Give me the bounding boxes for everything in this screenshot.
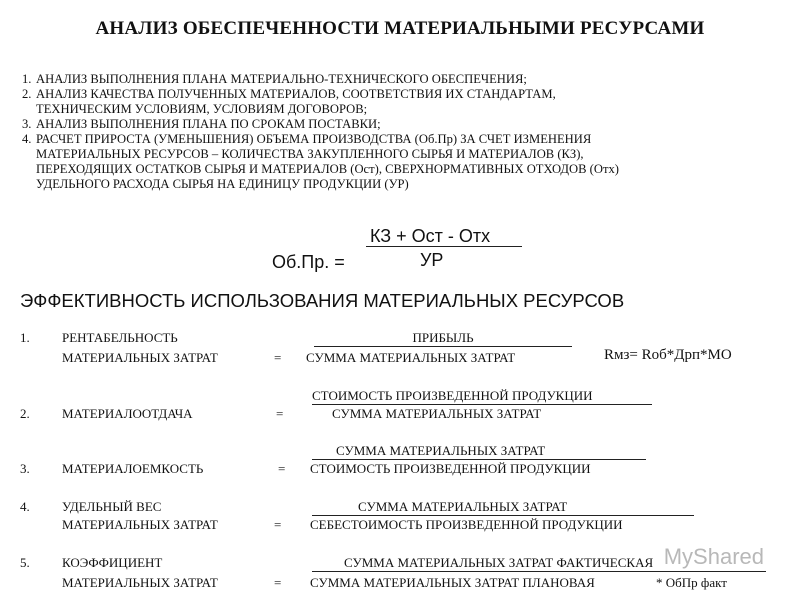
list-item-text: МАТЕРИАЛЬНЫХ РЕСУРСОВ – КОЛИЧЕСТВА ЗАКУПЛЕННОГО СЫРЬЯ И МАТЕРИАЛОВ (КЗ), <box>36 147 584 161</box>
section-title: ЭФФЕКТИВНОСТЬ ИСПОЛЬЗОВАНИЯ МАТЕРИАЛЬНЫХ РЕСУРСОВ <box>20 290 625 311</box>
indicator-name: МАТЕРИАЛОЕМКОСТЬ <box>62 461 204 476</box>
fraction-line <box>366 246 522 247</box>
indicator-denominator: СУММА МАТЕРИАЛЬНЫХ ЗАТРАТ <box>306 350 516 365</box>
indicator-name: МАТЕРИАЛЬНЫХ ЗАТРАТ <box>62 575 218 590</box>
list-item <box>22 87 619 117</box>
indicator-name: МАТЕРИАЛЬНЫХ ЗАТРАТ <box>62 517 218 532</box>
list-item-number: 2. <box>22 87 32 101</box>
list-item-text: УДЕЛЬНОГО РАСХОДА СЫРЬЯ НА ЕДИНИЦУ ПРОДУКЦИИ (УР) <box>36 177 409 191</box>
indicator-numerator: СУММА МАТЕРИАЛЬНЫХ ЗАТРАТ ФАКТИЧЕСКАЯ <box>312 555 766 572</box>
equals-sign: = <box>274 350 282 365</box>
indicator-name: МАТЕРИАЛЬНЫХ ЗАТРАТ <box>62 350 218 365</box>
equals-sign: = <box>276 406 284 421</box>
indicator-denominator: СУММА МАТЕРИАЛЬНЫХ ЗАТРАТ <box>332 406 542 421</box>
list-item <box>22 117 619 132</box>
indicator-denominator: СЕБЕСТОИМОСТЬ ПРОИЗВЕДЕННОЙ ПРОДУКЦИИ <box>310 517 623 532</box>
formula-numerator: КЗ + Ост - Отх <box>370 226 491 246</box>
indicator-number: 5. <box>20 555 30 570</box>
list-item <box>22 72 619 87</box>
indicator-denominator: СТОИМОСТЬ ПРОИЗВЕДЕННОЙ ПРОДУКЦИИ <box>310 461 591 476</box>
formula-denominator: УР <box>420 250 444 270</box>
list-item-text: ТЕХНИЧЕСКИМ УСЛОВИЯМ, УСЛОВИЯМ ДОГОВОРОВ; <box>36 102 368 116</box>
indicator-numerator: СТОИМОСТЬ ПРОИЗВЕДЕННОЙ ПРОДУКЦИИ <box>312 388 652 405</box>
list-item-number: 1. <box>22 72 32 86</box>
indicator-denominator: СУММА МАТЕРИАЛЬНЫХ ЗАТРАТ ПЛАНОВАЯ <box>310 575 595 590</box>
page-title: АНАЛИЗ ОБЕСПЕЧЕННОСТИ МАТЕРИАЛЬНЫМИ РЕСУРСАМИ <box>95 18 705 39</box>
equals-sign: = <box>278 461 286 476</box>
indicator-number: 1. <box>20 330 30 345</box>
indicator-name: УДЕЛЬНЫЙ ВЕС <box>62 499 162 514</box>
list-item-text: АНАЛИЗ ВЫПОЛНЕНИЯ ПЛАНА ПО СРОКАМ ПОСТАВКИ; <box>36 117 381 131</box>
indicator-numerator: СУММА МАТЕРИАЛЬНЫХ ЗАТРАТ <box>312 443 646 460</box>
list-item-number: 3. <box>22 117 32 131</box>
list-item-text: РАСЧЕТ ПРИРОСТА (УМЕНЬШЕНИЯ) ОБЪЕМА ПРОИЗВОДСТВА (Об.Пр) ЗА СЧЕТ ИЗМЕНЕНИЯ <box>36 132 592 146</box>
list-item-number: 4. <box>22 132 32 146</box>
indicator-numerator: ПРИБЫЛЬ <box>314 330 572 347</box>
analysis-list <box>22 72 619 192</box>
indicator-number: 2. <box>20 406 30 421</box>
list-item <box>22 132 619 192</box>
indicator-number: 4. <box>20 499 30 514</box>
indicator-formula: Rмз= Rоб*Дрп*МО <box>604 347 732 363</box>
equals-sign: = <box>274 575 282 590</box>
indicator-denominator-tail: * ОбПр факт <box>656 575 727 590</box>
equals-sign: = <box>274 517 282 532</box>
formula-lhs: Об.Пр. = <box>272 252 345 272</box>
indicator-numerator: СУММА МАТЕРИАЛЬНЫХ ЗАТРАТ <box>312 499 694 516</box>
indicator-name: РЕНТАБЕЛЬНОСТЬ <box>62 330 178 345</box>
indicator-name: КОЭФФИЦИЕНТ <box>62 555 163 570</box>
list-item-text: ПЕРЕХОДЯЩИХ ОСТАТКОВ СЫРЬЯ И МАТЕРИАЛОВ (Ост), СВЕРХНОРМАТИВНЫХ ОТХОДОВ (Отх) <box>36 162 619 176</box>
indicator-number: 3. <box>20 461 30 476</box>
list-item-text: АНАЛИЗ ВЫПОЛНЕНИЯ ПЛАНА МАТЕРИАЛЬНО-ТЕХНИЧЕСКОГО ОБЕСПЕЧЕНИЯ; <box>36 72 527 86</box>
indicator-name: МАТЕРИАЛООТДАЧА <box>62 406 193 421</box>
list-item-text: АНАЛИЗ КАЧЕСТВА ПОЛУЧЕННЫХ МАТЕРИАЛОВ, СООТВЕТСТВИЯ ИХ СТАНДАРТАМ, <box>36 87 556 101</box>
watermark: MyShared <box>663 544 764 569</box>
